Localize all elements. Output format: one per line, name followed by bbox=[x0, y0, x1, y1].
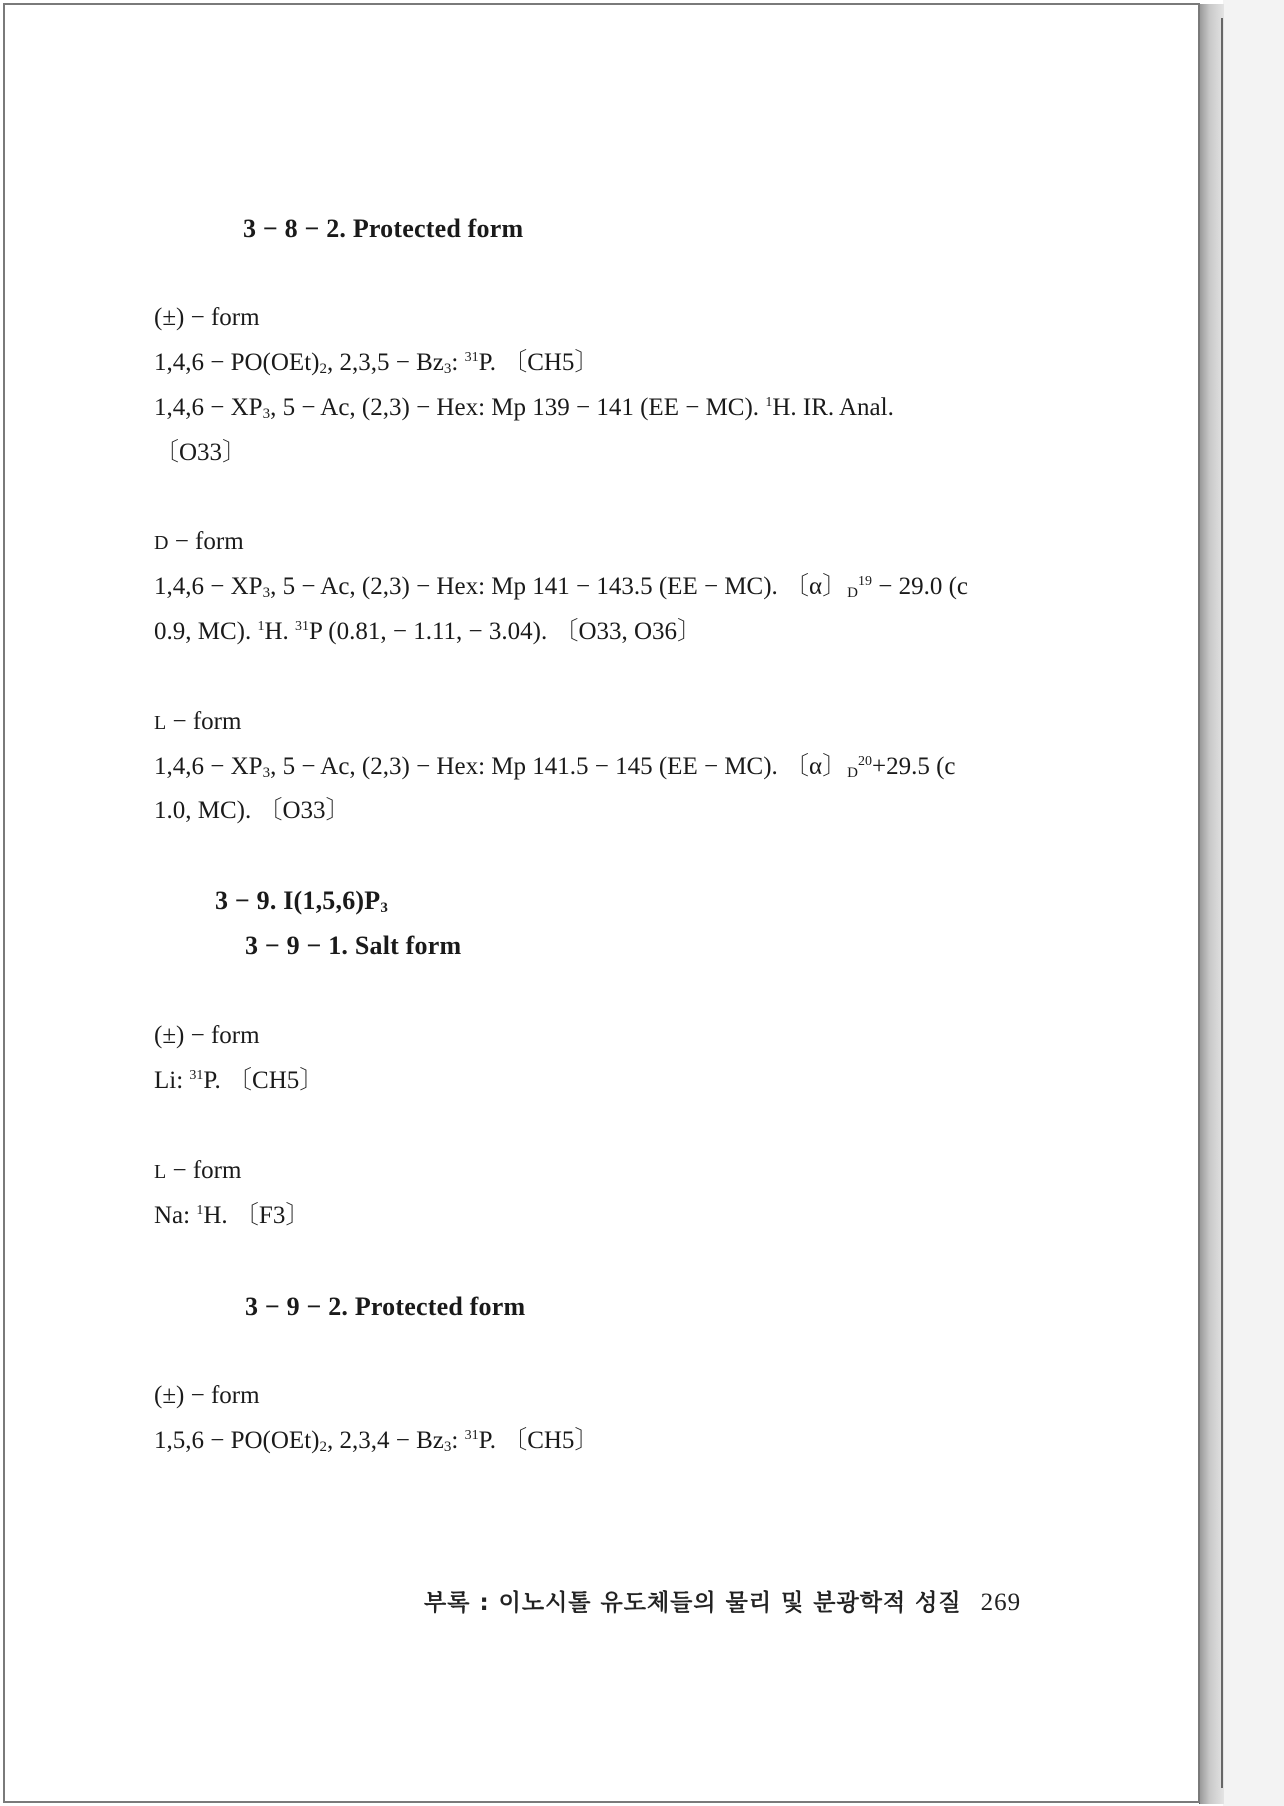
form-label-racemic: (±) − form bbox=[154, 304, 260, 331]
entry-line: $1,4,6 - XP_3$, 5 − Ac, (2,3) − Hex: Mp 141.5 − 145 (EE − MC). 〔α〕$_D^{20}$+29.5 (c bbox=[154, 753, 956, 781]
entry-line: 1.0, MC). 〔O33〕 bbox=[154, 797, 351, 824]
entry-line: $1,4,6 - PO(OEt)_2$, $2,3,5 - Bz_3$: $^{31}$P. 〔CH5〕 bbox=[154, 349, 600, 377]
form-label-racemic: (±) − form bbox=[154, 1382, 260, 1409]
entry-line: $1,5,6 - PO(OEt)_2$, $2,3,4 - Bz_3$: $^{31}$P. 〔CH5〕 bbox=[154, 1427, 600, 1455]
form-label-l: L − form bbox=[154, 1157, 242, 1184]
entry-line: $1,4,6 - XP_3$, 5 − Ac, (2,3) − Hex: Mp 141 − 143.5 (EE − MC). 〔α〕$_D^{19}$ − 29.0 (c bbox=[154, 573, 969, 601]
entry-line: Na: $^1$H. 〔F3〕 bbox=[154, 1202, 311, 1229]
page-number: 269 bbox=[980, 1589, 1022, 1616]
entry-line: $1,4,6 - XP_3$, 5 − Ac, (2,3) − Hex: Mp 139 − 141 (EE − MC). $^1$H. IR. Anal. bbox=[154, 394, 894, 422]
outside-background bbox=[1223, 0, 1284, 1806]
section-heading-3-8-2: 3 − 8 − 2. Protected form bbox=[243, 214, 524, 243]
running-footer bbox=[424, 1590, 1021, 1615]
section-heading-3-9: 3 − 9. $I(1,5,6)P_3$ bbox=[215, 886, 389, 916]
entry-line: Li: $^{31}$P. 〔CH5〕 bbox=[154, 1067, 325, 1094]
entry-line: 0.9, MC). $^1$H. $^{31}$P (0.81, − 1.11, − 3.04). 〔O33, O36〕 bbox=[154, 618, 703, 645]
page-edge-line bbox=[1221, 18, 1223, 1788]
section-heading-3-9-2: 3 − 9 − 2. Protected form bbox=[245, 1292, 526, 1321]
footer-title: 부록 : 이노시톨 유도체들의 물리 및 분광학적 성질 bbox=[424, 1590, 962, 1616]
form-label-d: D − form bbox=[154, 528, 244, 555]
form-label-l: L − form bbox=[154, 708, 242, 735]
form-label-racemic: (±) − form bbox=[154, 1022, 260, 1049]
section-heading-3-9-1: 3 − 9 − 1. Salt form bbox=[245, 931, 462, 960]
entry-line: 〔O33〕 bbox=[154, 439, 248, 466]
